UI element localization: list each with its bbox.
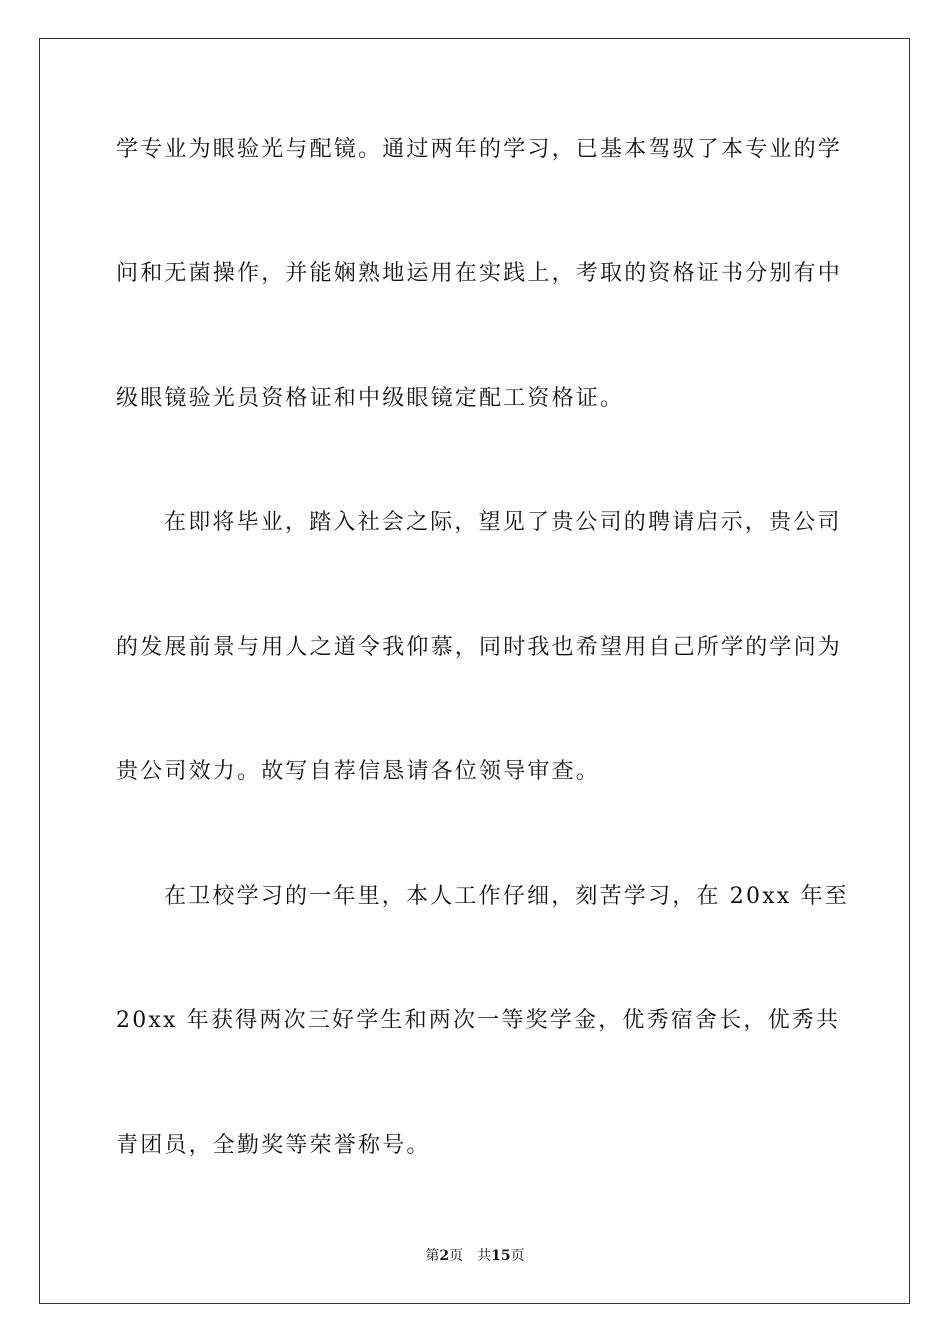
total-pages: 15 <box>491 1248 511 1264</box>
page-suffix: 页 <box>449 1248 464 1264</box>
paragraph-first-line: 在卫校学习的一年里，本人工作仔细，刻苦学习，在 20xx 年至 <box>164 884 849 909</box>
text-line: 级眼镜验光员资格证和中级眼镜定配工资格证。 <box>116 386 625 411</box>
text-line: 20xx 年获得两次三好学生和两次一等奖学金，优秀宿舍长，优秀共 <box>116 1008 841 1033</box>
total-suffix: 页 <box>510 1248 525 1264</box>
page-border <box>39 38 910 1304</box>
total-prefix: 共 <box>477 1248 492 1264</box>
text-line: 问和无菌操作，并能娴熟地运用在实践上，考取的资格证书分别有中 <box>116 261 843 286</box>
text-line: 青团员，全勤奖等荣誉称号。 <box>116 1133 431 1158</box>
text-line: 的发展前景与用人之道令我仰慕，同时我也希望用自己所学的学问为 <box>116 635 843 660</box>
page-number: 2 <box>439 1248 450 1264</box>
page-footer <box>0 1247 950 1265</box>
page-prefix: 第 <box>425 1248 440 1264</box>
text-line: 学专业为眼验光与配镜。通过两年的学习，已基本驾驭了本专业的学 <box>116 137 843 162</box>
paragraph-first-line: 在即将毕业，踏入社会之际，望见了贵公司的聘请启示，贵公司 <box>164 510 842 535</box>
text-line: 贵公司效力。故写自荐信恳请各位领导审查。 <box>116 759 601 784</box>
